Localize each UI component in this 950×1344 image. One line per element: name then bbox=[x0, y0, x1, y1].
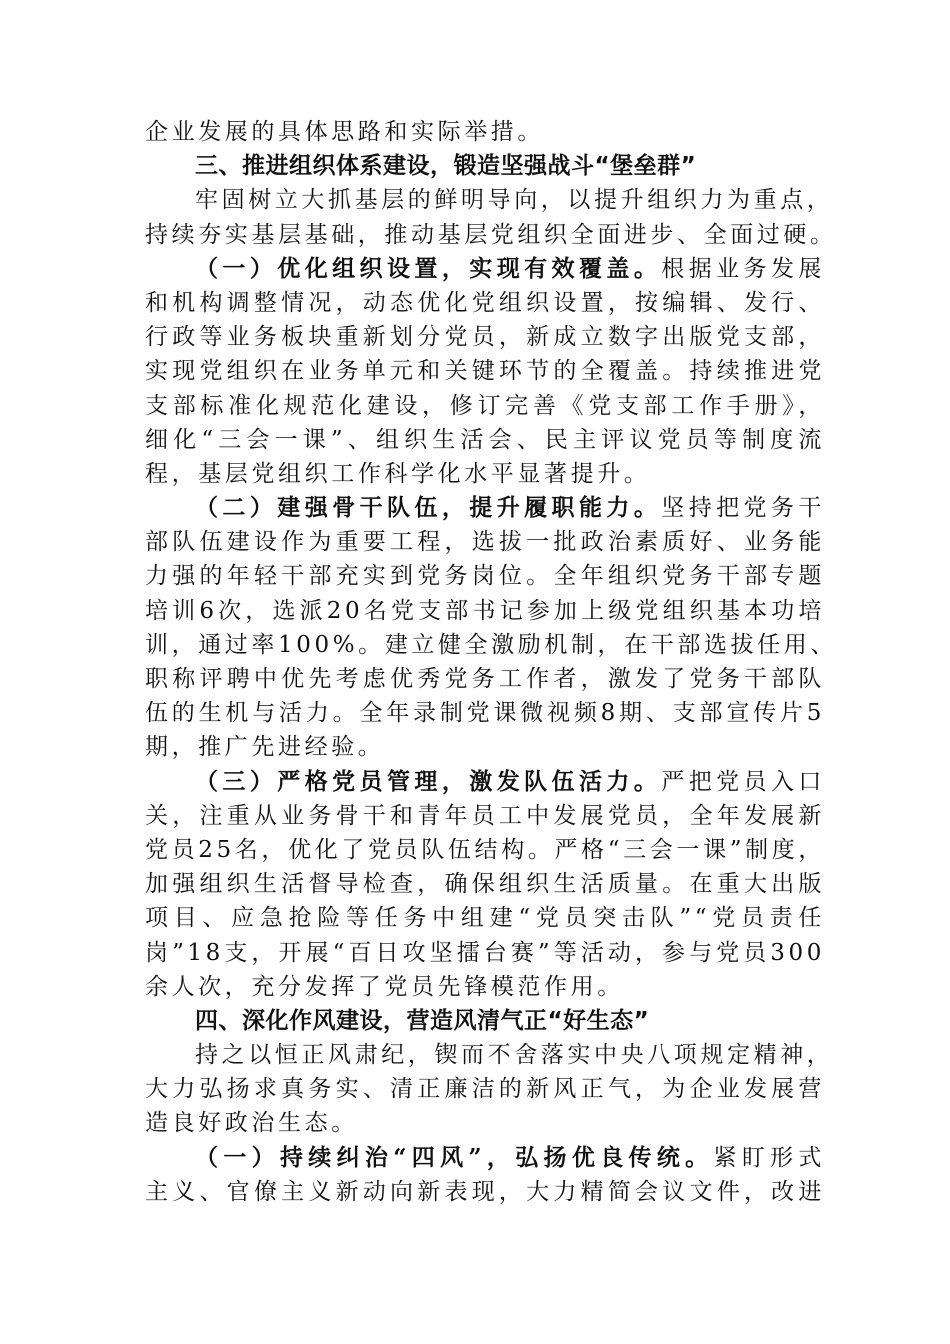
paragraph-line: 行政等业务板块重新划分党员，新成立数字出版党支部， bbox=[145, 324, 825, 351]
section-heading-3: 三、推进组织体系建设，锻造坚强战斗“堡垒群” bbox=[195, 153, 697, 180]
section-heading-4: 四、深化作风建设，营造风清气正“好生态” bbox=[195, 1007, 650, 1034]
paragraph-line: 伍的生机与活力。全年录制党课微视频8期、支部宣传片5 bbox=[145, 700, 825, 727]
subsection-text: 根据业务发展 bbox=[661, 255, 825, 282]
paragraph-line: 牢固树立大抓基层的鲜明导向，以提升组织力为重点， bbox=[195, 187, 834, 214]
paragraph-line: 部队伍建设作为重要工程，选拔一批政治素质好、业务能 bbox=[145, 529, 825, 556]
paragraph-line: 细化“三会一课”、组织生活会、民主评议党员等制度流 bbox=[145, 426, 825, 453]
paragraph-line: 和机构调整情况，动态优化党组织设置，按编辑、发行、 bbox=[145, 289, 825, 316]
subsection-text: 坚持把党务干 bbox=[661, 495, 825, 522]
subsection-first-line bbox=[145, 765, 825, 799]
subsection-lead: （二）建强骨干队伍，提升履职能力。 bbox=[195, 494, 662, 522]
paragraph-line: 大力弘扬求真务实、清正廉洁的新风正气，为企业发展营 bbox=[145, 1076, 825, 1103]
subsection-text: 紧盯形式 bbox=[713, 1144, 825, 1171]
paragraph-line: 项目、应急抢险等任务中组建“党员突击队”“党员责任 bbox=[145, 905, 825, 932]
paragraph-line: 培训6次，选派20名党支部书记参加上级党组织基本功培 bbox=[145, 597, 825, 624]
paragraph-line: 余人次，充分发挥了党员先锋模范作用。 bbox=[145, 973, 624, 1000]
paragraph-line: 党员25名，优化了党员队伍结构。严格“三会一课”制度， bbox=[145, 836, 825, 863]
paragraph-line: 关，注重从业务骨干和青年员工中发展党员，全年发展新 bbox=[145, 802, 825, 829]
subsection-first-line bbox=[145, 491, 825, 525]
paragraph-line: 程，基层党组织工作科学化水平显著提升。 bbox=[145, 460, 651, 487]
document-page bbox=[145, 115, 837, 1209]
subsection-lead: （一）优化组织设置，实现有效覆盖。 bbox=[195, 254, 662, 282]
paragraph-line: 期，推广先进经验。 bbox=[145, 734, 385, 761]
paragraph-line: 支部标准化规范化建设，修订完善《党支部工作手册》， bbox=[145, 392, 825, 419]
paragraph-line: 职称评聘中优先考虑优秀党务工作者，激发了党务干部队 bbox=[145, 666, 825, 692]
paragraph-line: 主义、官僚主义新动向新表现，大力精简会议文件，改进 bbox=[145, 1178, 825, 1205]
paragraph-line: 岗”18支，开展“百日攻坚擂台赛”等活动，参与党员300 bbox=[145, 939, 825, 966]
paragraph-line: 造良好政治生态。 bbox=[145, 1110, 358, 1137]
subsection-lead: （三）严格党员管理，激发队伍活力。 bbox=[195, 767, 662, 795]
paragraph-line: 持之以恒正风肃纪，锲而不舍落实中央八项规定精神， bbox=[195, 1042, 834, 1069]
subsection-lead: （一）持续纠治“四风”，弘扬优良传统。 bbox=[195, 1143, 714, 1171]
paragraph-line: 力强的年轻干部充实到党务岗位。全年组织党务干部专题 bbox=[145, 563, 825, 590]
subsection-first-line bbox=[145, 252, 825, 286]
subsection-text: 严把党员入口 bbox=[661, 768, 825, 795]
paragraph-line: 持续夯实基层基础，推动基层党组织全面进步、全面过硬。 bbox=[145, 221, 837, 248]
paragraph-line: 实现党组织在业务单元和关键环节的全覆盖。持续推进党 bbox=[145, 358, 825, 385]
paragraph-line: 训，通过率100%。建立健全激励机制，在干部选拔任用、 bbox=[145, 631, 837, 658]
paragraph-line: 加强组织生活督导检查，确保组织生活质量。在重大出版 bbox=[145, 871, 825, 898]
paragraph-line: 企业发展的具体思路和实际举措。 bbox=[145, 119, 544, 145]
subsection-first-line bbox=[145, 1141, 825, 1175]
